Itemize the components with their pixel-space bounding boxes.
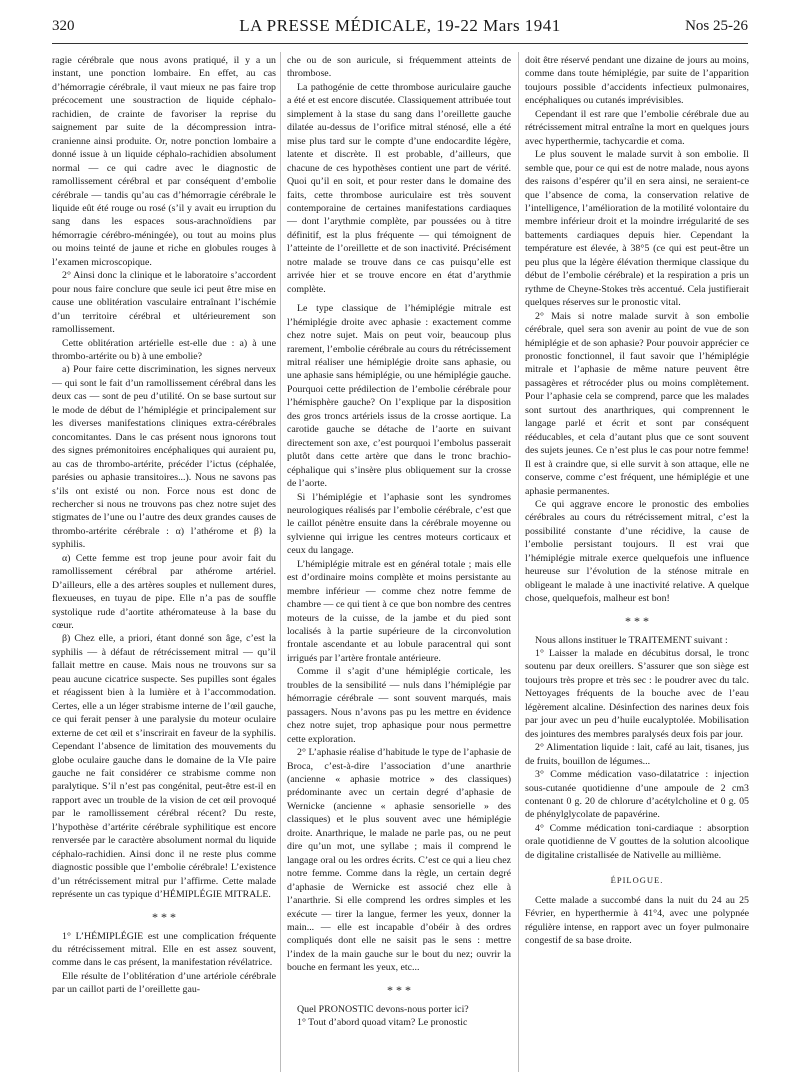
paragraph: 4° Comme médication toni-cardiaque : absorption orale quotidienne de V gouttes de la solution alcoolique de digitaline cristallisée de Nativelle au millième. xyxy=(525,822,749,861)
paragraph: 2° Mais si notre malade survit à son embolie cérébrale, quel sera son avenir au point de vue de son hémiplégie et de son aphasie? Pour pouvoir apprécier ce pronostic fonctionnel, il faut savoir que l’hémiplégie mitrale et l’aphasie de même nature peuvent être passagères et rétrocéder plus ou moins complètement. Pour l’aphasie cela se comprend, parce que les malades sont surtout des anarthriques, qui comprennent le langage parlé et écrit et sont par conséquent rééducables, et cela d’autant plus que ce sont souvent des sujets jeunes. Ce n’est plus le cas pour notre femme! Il est à craindre que, si elle survit à son attaque, elle ne conserve, comme c’est fréquent, une hémiplégie et une aphasie permanentes. xyxy=(525,310,749,497)
paragraph: Nous allons instituer le TRAITEMENT suivant : xyxy=(535,634,728,646)
paragraph: Si l’hémiplégie et l’aphasie sont les syndromes neurologiques réalisés par l’embolie cérébrale, c’est que le caillot pénètre ensuite dans la cérébrale moyenne ou sylvienne qui irrigue les centres moteurs corticaux et ceux du langage. xyxy=(287,491,511,557)
page-number: 320 xyxy=(52,18,75,34)
column-divider xyxy=(280,52,281,1072)
paragraph: Cependant il est rare que l’embolie cérébrale due au rétrécissement mitral entraîne la mort en quelques jours avec hyperthermie, tachycardie et coma. xyxy=(525,108,749,147)
paragraph: 2° Ainsi donc la clinique et le laboratoire s’accordent pour nous faire conclure que seule ici peut être mise en cause une oblitération vasculaire entraînant l’ischémie d’un territoire cérébral et ultérieurement son ramollissement. xyxy=(52,270,276,336)
section-separator: * * * xyxy=(387,982,411,997)
paragraph: α) Cette femme est trop jeune pour avoir fait du ramollissement cérébral par athérome artériel. D’ailleurs, elle a des artères souples et nullement dures, flexueuses, en tuyau de pipe. Elle n’a pas de souffle systolique rude d’aortite athéromateuse à la base du cœur. xyxy=(52,552,276,632)
paragraph: 1° Laisser la malade en décubitus dorsal, le tronc soutenu par deux oreillers. S’assurer que son siège est toujours très propre et très sec : le poudrer avec du talc. Nettoyages fréquents de la bouche avec de l’eau légèrement alcaline. Désinfection des narines deux fois par jour avec un peu d’huile eucalyptolée. Mobilisation des jointures des membres paralysés deux fois par jour. xyxy=(525,648,749,740)
paragraph: Cette malade a succombé dans la nuit du 24 au 25 Février, en hyperthermie à 41°4, avec une polypnée régulière intense, en rapport avec un foyer pulmonaire congestif de sa base droite. xyxy=(525,894,749,947)
paragraph: L’hémiplégie mitrale est en général totale ; mais elle est d’ordinaire moins complète et moins persistante au membre inférieur — comme chez notre femme de chambre — ce qui tient à ce que bon nombre des centres moteurs de la cuisse, de la jambe et du pied sont localisés à la partie supérieure de la circonvolution frontale ascendante et au lobule paracentral qui sont irrigués par l’artère frontale antérieure. xyxy=(287,558,511,664)
paragraph: La pathogénie de cette thrombose auriculaire gauche a été et est encore discutée. Classiquement attribuée tout simplement à la stase du sang dans l’oreillette gauche dilatée au-dessus de l’orifice mitral sténosé, elle a été mise plus tard sur le compte d’une endocardite légère, latente et discrète. Il est probable, d’ailleurs, que chacune de ces hypothèses contient une part de vérité. Quoi qu’il en soit, et pour rester dans le domaine des faits, cette thrombose auriculaire est très souvent contemporaine de certaines manifestations cardiaques — dont l’arythmie complète, par poussées ou à titre définitif, est la plus fréquente — qui témoignent de l’atteinte de l’oreillette et de son inactivité. Précisément notre malade se trouve dans ce cas puisqu’elle est arrivée hier et se trouve encore en état d’arythmie complète. xyxy=(287,81,511,295)
column-2 xyxy=(287,54,511,1030)
column-1 xyxy=(52,54,276,997)
paragraph: doit être réservé pendant une dizaine de jours au moins, comme dans toute hémiplégie, par suite de l’apparition toujours possible d’accidents infectieux pulmonaires, encéphaliques ou cutanés imprévisibles. xyxy=(525,55,749,107)
paragraph: 3° Comme médication vaso-dilatatrice : injection sous-cutanée quotidienne d’une ampoule de 2 cm3 contenant 0 g. 20 de chlorure d’acétylcholine et 0 g. 05 de phénylglycolate de papavérine. xyxy=(525,769,749,821)
header-rule xyxy=(52,43,748,44)
paragraph: 1° Tout d’abord quoad vitam? Le pronostic xyxy=(297,1017,468,1029)
paragraph: Quel PRONOSTIC devons-nous porter ici? xyxy=(297,1003,469,1015)
paragraph: 1° L’HÉMIPLÉGIE est une complication fréquente du rétrécissement mitral. Elle en est assez souvent, comme dans le cas présent, la manifestation révélatrice. xyxy=(52,930,276,969)
page-header xyxy=(52,16,748,40)
epilogue-heading: ÉPILOGUE. xyxy=(610,875,664,886)
column-divider xyxy=(518,52,519,1072)
paragraph: Le type classique de l’hémiplégie mitrale est l’hémiplégie droite avec aphasie : exactement comme chez notre sujet. Mais on peut voir, beaucoup plus rarement, l’embolie cérébrale au cours du rétrécissement mitral réaliser une hémiplégie droite sans aphasie, ou une aphasie sans hémiplégie, ou une hémiplégie gauche. Pourquoi cette prédilection de l’embolie cérébrale pour l’hémisphère gauche? On l’explique par la disposition des gros troncs artériels issus de la crosse aortique. La carotide gauche se détache de l’aorte en suivant directement son axe, c’est pourquoi l’embolus passerait plutôt dans cette artère que dans le tronc brachio-céphalique qui s’insère plus obliquement sur la crosse de l’aorte. xyxy=(287,303,511,490)
paragraph: 2° L’aphasie réalise d’habitude le type de l’aphasie de Broca, c’est-à-dire l’association d’une anarthrie (ancienne « aphasie motrice » des classiques) prédominante avec un certain degré d’aphasie de Wernicke (ancienne « aphasie sensorielle » des classiques) et le plus souvent avec une hémiplégie droite. Anarthrique, le malade ne parle pas, ou ne peut dire qu’un mot, une syllabe ; mais il comprend le langage oral ou les ordres écrits. C’est ce qui a lieu chez notre femme. Comme dans la règle, un certain degré d’aphasie de Wernicke est associé chez elle à l’anarthrie. Si elle comprend les ordres simples et les exécute — tirer la langue, fermer les yeux, donner la main... — elle est incapable d’obéir à des ordres compliqués dont elle ne saisit pas le sens : mettre l’index de la main gauche sur le bout du nez; ouvrir la bouche en fermant les yeux, etc... xyxy=(287,747,511,974)
section-separator: * * * xyxy=(625,613,649,628)
section-separator: * * * xyxy=(152,909,176,924)
journal-title: LA PRESSE MÉDICALE, 19-22 Mars 1941 xyxy=(239,16,561,35)
paragraph: Elle résulte de l’oblitération d’une artériole cérébrale par un caillot parti de l’oreillette gau- xyxy=(52,970,276,996)
column-3 xyxy=(525,54,749,948)
paragraph: β) Chez elle, a priori, étant donné son âge, c’est la syphilis — à défaut de rétrécissement mitral — qu’il fallait mettre en cause. Mais nous ne trouvons sur sa peau aucune cicatrice suspecte. Ses pupilles sont égales et réagissent bien à la lumière et à l’accommodation. Certes, elle a un léger strabisme interne de l’œil gauche, ce qui ferait penser à une paralysie du moteur oculaire externe de cet œil et s’inscrirait en faveur de la syphilis. Cependant l’absence de limitation des mouvements du globe oculaire gauche dans le domaine de la VIe paire gauche ne fait considérer ce strabisme comme non paralytique. S’il n’est pas congénital, peut-être est-il en rapport avec un trouble de la vision de cet œil provoqué par le ramollissement cérébral récent? Du reste, l’hypothèse d’artérite cérébrale syphilitique est encore renversée par le caractère absolument normal du liquide céphalo-rachidien. Ainsi donc il ne reste plus comme diagnostic possible que l’embolie cérébrale! L’existence d’un rétrécissement mitral pur l’affirme. Cette malade représente un cas typique d’HÉMIPLÉGIE MITRALE. xyxy=(52,633,276,901)
paragraph: Cette oblitération artérielle est-elle due : a) à une thrombo-artérite ou b) à une embolie? xyxy=(52,337,276,362)
paragraph: Le plus souvent le malade survit à son embolie. Il semble que, pour ce qui est de notre malade, nous ayons des raisons d’espérer qu’il en sera ainsi, ne seraient-ce que l’absence de coma, la conservation relative de l’intelligence, l’amélioration de la motilité volontaire du membre inférieur droit et la moindre irrégularité de ses battements cardiaques depuis hier. Cependant la température est élevée, à 38°5 (ce qui est peut-être un peu plus que la légère élévation thermique classique du début de l’embolie cérébrale) et la respiration a pris un rythme de Cheyne-Stokes très accentué. Cela justifierait quelques réserves sur le pronostic vital. xyxy=(525,149,749,309)
paragraph: 2° Alimentation liquide : lait, café au lait, tisanes, jus de fruits, bouillon de légumes... xyxy=(525,742,749,767)
paragraph: che ou de son auricule, si fréquemment atteints de thrombose. xyxy=(287,55,511,80)
issue-number: Nos 25-26 xyxy=(685,18,748,34)
paragraph: ragie cérébrale que nous avons pratiqué, il y a un instant, une ponction lombaire. En effet, au cas d’hémorragie cérébrale, il vaut mieux ne pas faire trop précocement une soustraction de liquide céphalo-rachidien, de crainte de favoriser la reprise du saignement par suite de la décompression intra-cranienne ainsi produite. Or, notre ponction lombaire a donné issue à un liquide céphalo-rachidien absolument normal — ce qui cadre avec le diagnostic de ramollissement cérébral et par conséquent d’embolie cérébrale — tandis qu’au cas d’hémorragie cérébrale le liquide eût été rouge ou rosé (s’il y avait eu irruption du sang dans les espaces sous-arachnoïdiens par hémorragie cérébro-méningée), ou tout au moins plus ou moins teinté de jaune et riche en globules rouges à l’examen microscopique. xyxy=(52,55,276,268)
paragraph: a) Pour faire cette discrimination, les signes nerveux — qui sont le fait d’un ramollissement cérébral dans les deux cas — sont de peu d’utilité. On se base surtout sur le mode de début de l’hémiplégie et principalement sur les diverses manifestations cliniques extra-cérébrales concomitantes. Dans le cas présent nous ignorons tout des signes prémonitoires encéphaliques qui auraient pu, au cas de thrombo-artérite, précéder l’ictus (céphalée, parésies ou aphasie transitoires...). Nous ne savons pas s’ils ont existé ou non. Force nous est donc de rechercher si nous ne trouvons pas chez notre sujet des stigmates de l’une ou l’autre des deux grandes causes de thrombo-artérite cérébrale : α) l’athérome et β) la syphilis. xyxy=(52,364,276,551)
paragraph: Comme il s’agit d’une hémiplégie corticale, les troubles de la sensibilité — nuls dans l’hémiplégie par hémorragie cérébrale — sont souvent marqués, mais passagers. Nous n’avons pas pu les mettre en évidence chez notre sujet, trop aphasique pour nous permettre cette exploration. xyxy=(287,666,511,745)
paragraph: Ce qui aggrave encore le pronostic des embolies cérébrales au cours du rétrécissement mitral, c’est la possibilité constante d’une récidive, la cause de l’embolie persistant toujours. Il est vrai que l’hémiplégie mitrale exerce quelquefois une influence heureuse sur l’évolution de la sténose mitrale en obligeant le malade à une inactivité relative. A quelque chose, quelquefois, malheur est bon! xyxy=(525,498,749,605)
